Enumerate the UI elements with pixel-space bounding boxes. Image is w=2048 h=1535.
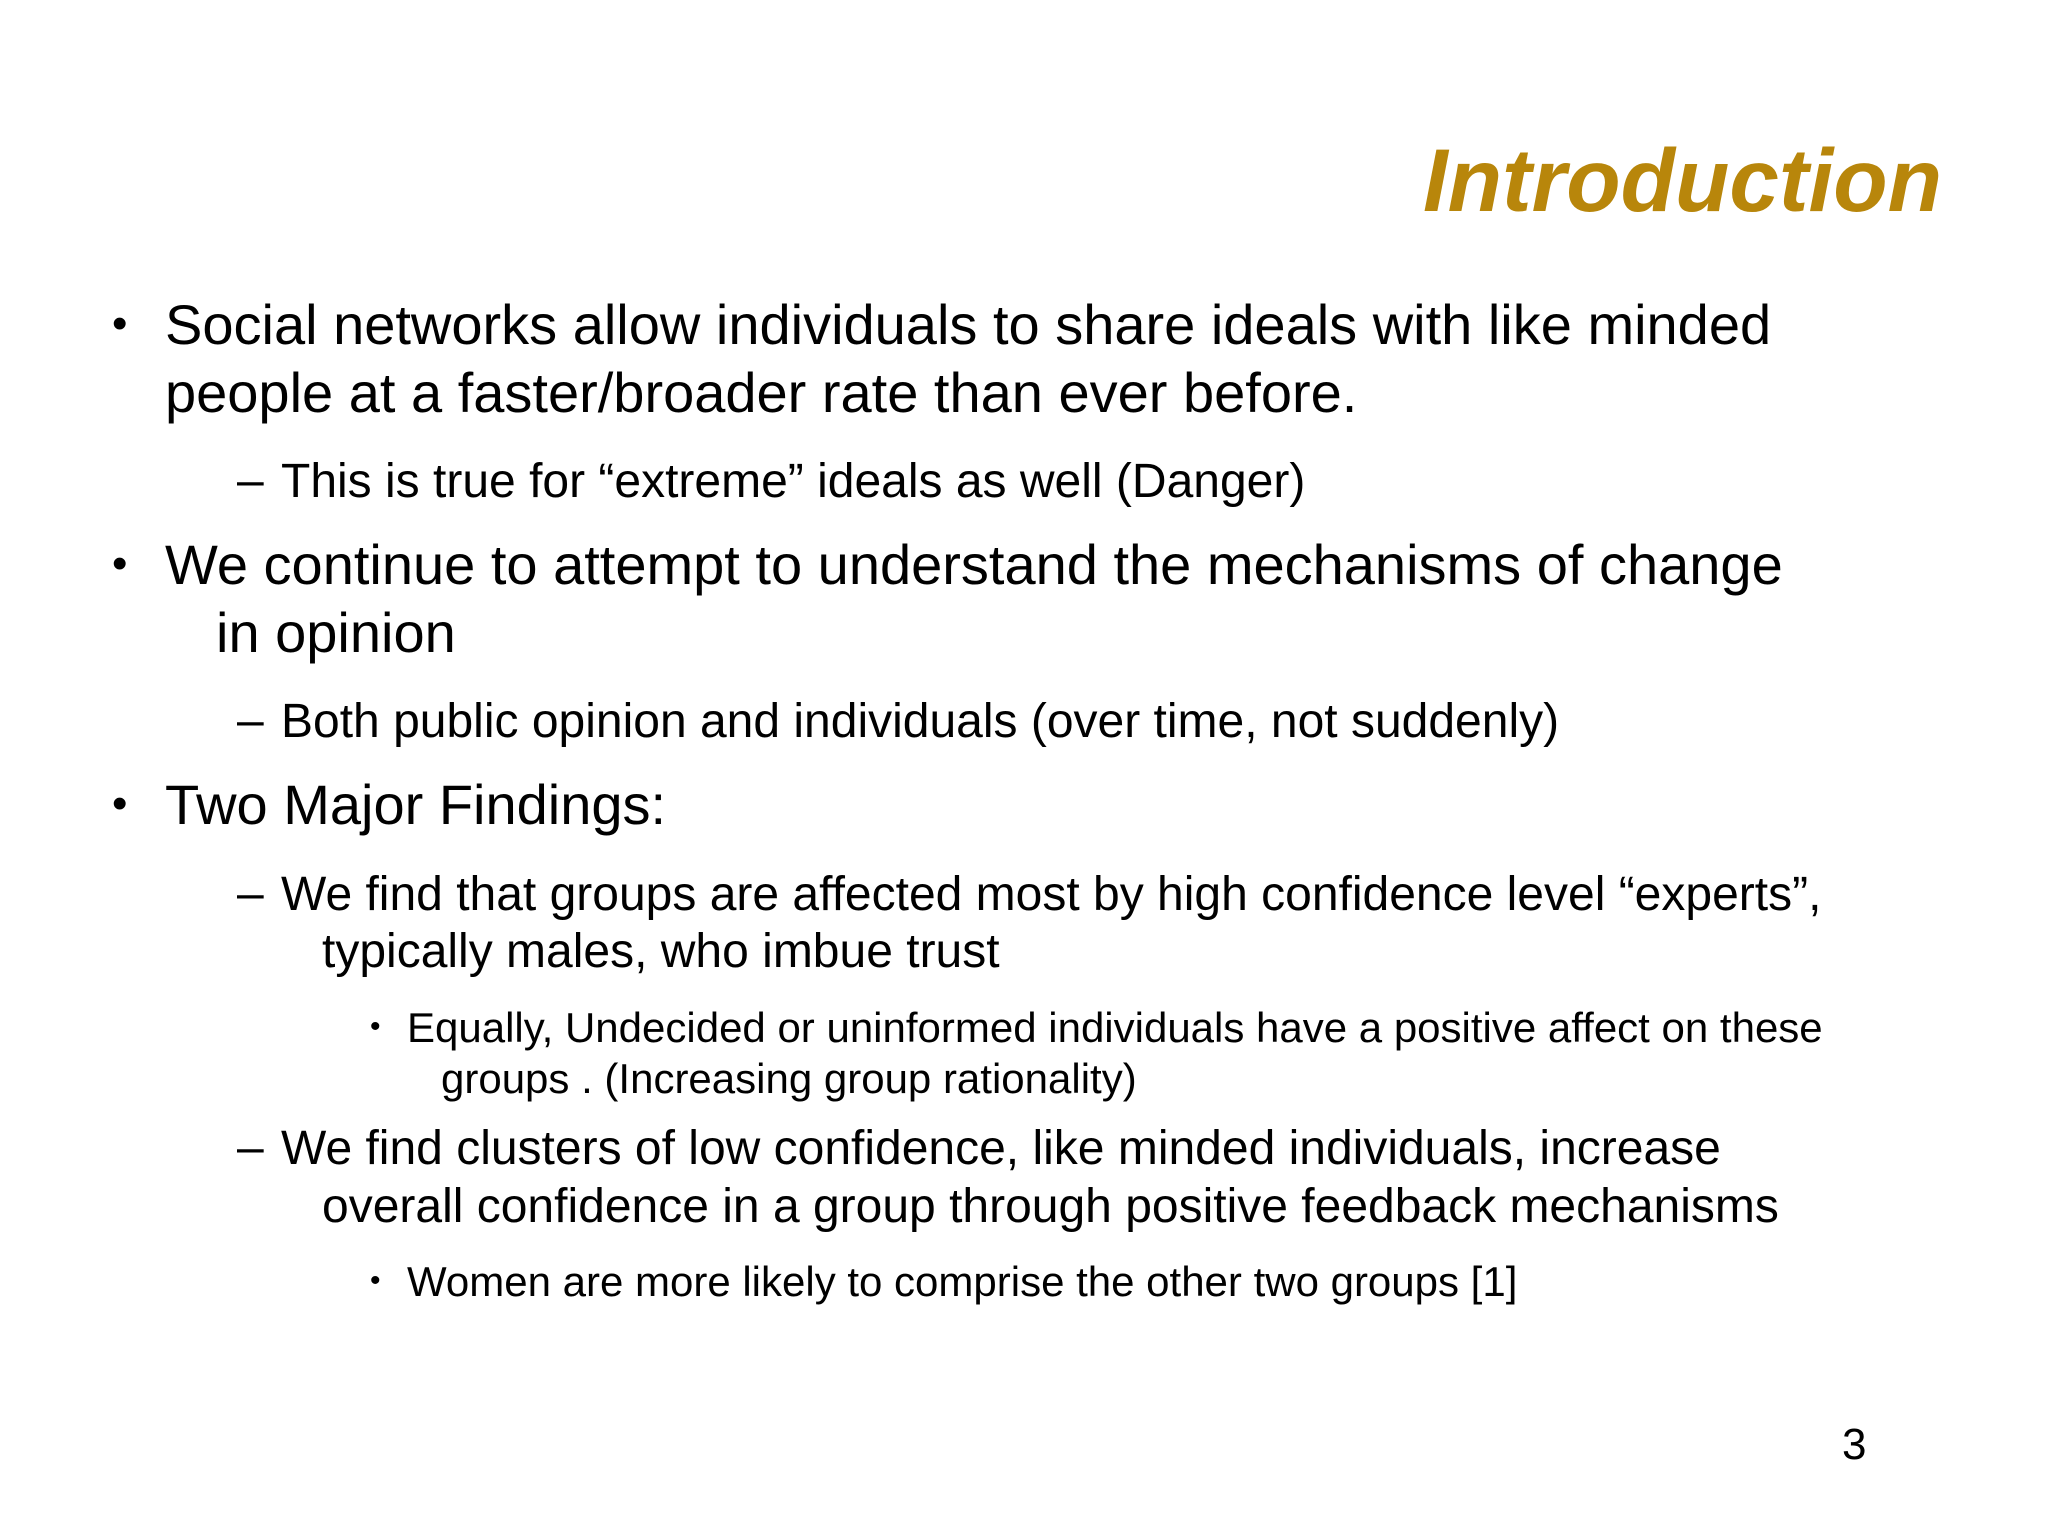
bullet-2-line-2: in opinion — [216, 601, 456, 664]
bullet-marker: • — [112, 299, 128, 348]
bullet-3-line-1: Two Major Findings: — [165, 773, 667, 836]
dash-marker: – — [237, 454, 264, 507]
bullet-1-sub-1-line-1: This is true for “extreme” ideals as well (Danger) — [281, 455, 1306, 508]
slide-title: Introduction — [1422, 130, 1942, 230]
bullet-3-sub-1-sub-1-line-2: groups . (Increasing group rationality) — [441, 1055, 1137, 1102]
bullet-3-sub-1-line-2: typically males, who imbue trust — [322, 925, 1000, 978]
bullet-3-sub-1-sub-1-line-1: Equally, Undecided or uninformed individuals have a positive affect on these — [407, 1004, 1823, 1051]
dash-marker: – — [237, 694, 264, 747]
bullet-3-sub-2-sub-1-line-1: Women are more likely to comprise the other two groups [1] — [407, 1258, 1518, 1305]
dash-marker: – — [237, 867, 264, 920]
bullet-2-sub-1-line-1: Both public opinion and individuals (over time, not suddenly) — [281, 695, 1560, 748]
bullet-3-sub-2-line-2: overall confidence in a group through positive feedback mechanisms — [322, 1180, 1779, 1233]
dash-marker: – — [237, 1121, 264, 1174]
bullet-2-line-1: We continue to attempt to understand the mechanisms of change — [165, 533, 1783, 596]
bullet-3-sub-1-line-1: We find that groups are affected most by high confidence level “experts”, — [281, 868, 1822, 921]
bullet-1-line-2: people at a faster/broader rate than ever before. — [165, 361, 1358, 424]
bullet-marker: • — [370, 1010, 381, 1043]
bullet-marker: • — [112, 779, 128, 828]
bullet-marker: • — [370, 1264, 381, 1297]
bullet-1-line-1: Social networks allow individuals to share ideals with like minded — [165, 293, 1772, 356]
bullet-3-sub-2-line-1: We find clusters of low confidence, like minded individuals, increase — [281, 1122, 1721, 1175]
page-number: 3 — [1842, 1420, 1867, 1469]
bullet-marker: • — [112, 539, 128, 588]
